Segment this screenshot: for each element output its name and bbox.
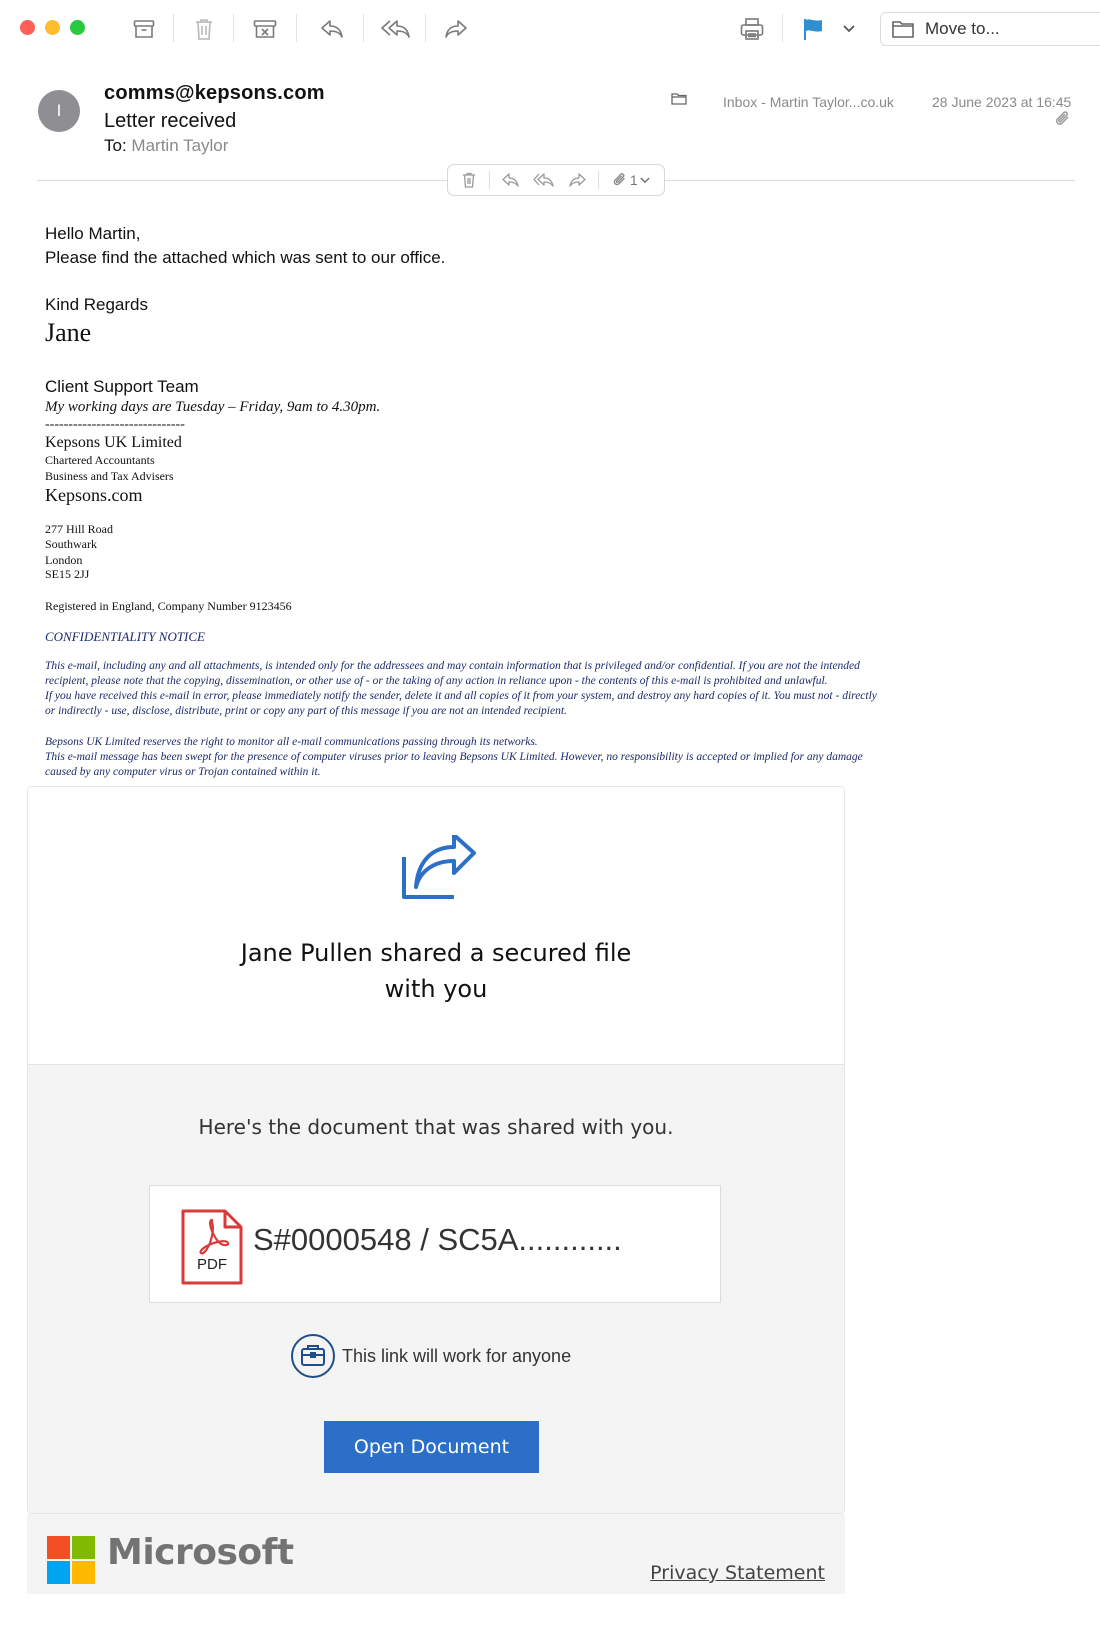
address-line: 277 Hill Road: [45, 522, 113, 536]
brand-name: Microsoft: [107, 1532, 294, 1573]
greeting: Hello Martin,: [45, 224, 141, 243]
paperclip-icon: [1054, 110, 1072, 128]
share-title-line: Jane Pullen shared a secured file: [240, 939, 632, 967]
forward-icon: [443, 18, 469, 40]
forward-button[interactable]: [440, 12, 472, 46]
shared-document[interactable]: [149, 1185, 721, 1303]
share-title: [28, 935, 844, 1007]
share-icon: [400, 835, 476, 901]
message-subject: Letter received: [104, 110, 237, 132]
address-line: London: [45, 553, 83, 567]
sender-address[interactable]: comms@kepsons.com: [104, 82, 325, 104]
shared-file-card: [27, 786, 845, 1514]
forward-icon[interactable]: [568, 173, 586, 187]
junk-button[interactable]: [249, 12, 281, 46]
body-line: Please find the attached which was sent to our office.: [45, 248, 446, 267]
move-to-button[interactable]: [880, 12, 1100, 46]
document-name[interactable]: S#0000548 / SC5A............: [253, 1222, 622, 1257]
avatar-initial: I: [56, 101, 62, 120]
reply-button[interactable]: [316, 12, 348, 46]
reply-all-icon: [380, 18, 412, 40]
delete-button[interactable]: [188, 12, 220, 46]
confidentiality-text: This e-mail, including any and all attachments, is intended only for the addressees and may contain information that is privileged and/or confidential. If you are not the intended: [45, 660, 860, 672]
folder-icon: [891, 19, 915, 39]
chevron-down-icon: [640, 177, 650, 184]
working-days: My working days are Tuesday – Friday, 9am to 4.30pm.: [45, 399, 381, 415]
mailbox-label: Inbox - Martin Taylor...co.uk: [723, 94, 894, 110]
recipient-line: [104, 136, 228, 156]
signature-divider: ------------------------------: [45, 417, 185, 432]
microsoft-logo-icon: [47, 1536, 95, 1584]
address-line: Southwark: [45, 537, 97, 551]
recipient-name[interactable]: Martin Taylor: [131, 136, 229, 155]
attachment-count: 1: [629, 172, 638, 188]
address-line: SE15 2JJ: [45, 567, 90, 581]
message-hover-actions: [447, 164, 665, 196]
confidentiality-text: This e-mail message has been swept for the presence of computer viruses prior to leaving Bepsons UK Limited. However, no responsibility is accepted or implied for any damage: [45, 751, 863, 763]
archive-button[interactable]: [128, 12, 160, 46]
share-intro: Here's the document that was shared with you.: [198, 1115, 674, 1139]
registration-note: Registered in England, Company Number 9123456: [45, 599, 292, 613]
company-role: Business and Tax Advisers: [45, 469, 174, 483]
message-date: 28 June 2023 at 16:45: [932, 94, 1072, 110]
print-icon: [739, 17, 765, 41]
minimize-window-button[interactable]: [45, 20, 60, 35]
confidentiality-text: If you have received this e-mail in error, please immediately notify the sender, delete it and all copies of it from your system, and destroy any hard copies of it. You must not - directly: [45, 690, 877, 702]
flag-button[interactable]: [798, 12, 828, 46]
company-role: Chartered Accountants: [45, 453, 155, 467]
card-body: [28, 1065, 844, 1514]
confidentiality-text: Bepsons UK Limited reserves the right to monitor all e-mail communications passing through its networks.: [45, 736, 538, 748]
move-to-label: Move to...: [925, 19, 1000, 38]
open-document-button[interactable]: Open Document: [324, 1421, 539, 1473]
confidentiality-text: recipient, please note that the copying, dissemination, or other use of - or the taking of any action in reliance upon - the contents of this e-mail is prohibited and unlawful.: [45, 675, 828, 687]
closing: Kind Regards: [45, 295, 149, 314]
reply-icon[interactable]: [502, 173, 520, 187]
attachment-menu[interactable]: [612, 172, 650, 188]
flag-options-button[interactable]: [838, 12, 860, 46]
company-name: Kepsons UK Limited: [45, 434, 182, 451]
company-website[interactable]: Kepsons.com: [45, 485, 143, 505]
close-window-button[interactable]: [20, 20, 35, 35]
brand-footer: [27, 1514, 845, 1594]
archive-icon: [132, 17, 156, 41]
privacy-statement-link[interactable]: Privacy Statement: [650, 1562, 825, 1584]
paperclip-icon: [612, 172, 628, 188]
print-button[interactable]: [735, 12, 769, 46]
link-note: [290, 1333, 571, 1379]
confidentiality-title: CONFIDENTIALITY NOTICE: [45, 629, 205, 644]
chevron-down-icon: [843, 25, 855, 33]
trash-icon: [193, 17, 215, 41]
sender-avatar: [38, 90, 80, 132]
reply-all-icon[interactable]: [533, 173, 555, 187]
mailbox-folder-icon: [671, 92, 687, 106]
briefcase-icon: [290, 1333, 336, 1379]
confidentiality-text: caused by any computer virus or Trojan contained within it.: [45, 766, 321, 778]
flag-icon: [802, 17, 824, 41]
signature-name: Jane: [45, 318, 92, 347]
reply-icon: [319, 18, 345, 40]
pdf-label: PDF: [197, 1256, 227, 1273]
to-prefix: To:: [104, 136, 127, 155]
link-note-text: This link will work for anyone: [342, 1345, 572, 1366]
team-name: Client Support Team: [45, 377, 199, 396]
pdf-file-icon: [180, 1208, 244, 1286]
share-title-line: with you: [384, 975, 488, 1003]
trash-icon[interactable]: [462, 172, 476, 188]
junk-icon: [252, 17, 278, 41]
reply-all-button[interactable]: [378, 12, 414, 46]
zoom-window-button[interactable]: [70, 20, 85, 35]
card-header: [28, 787, 844, 1065]
confidentiality-text: or indirectly - use, disclose, distribute, print or copy any part of this message if you are not an intended recipient.: [45, 705, 567, 717]
